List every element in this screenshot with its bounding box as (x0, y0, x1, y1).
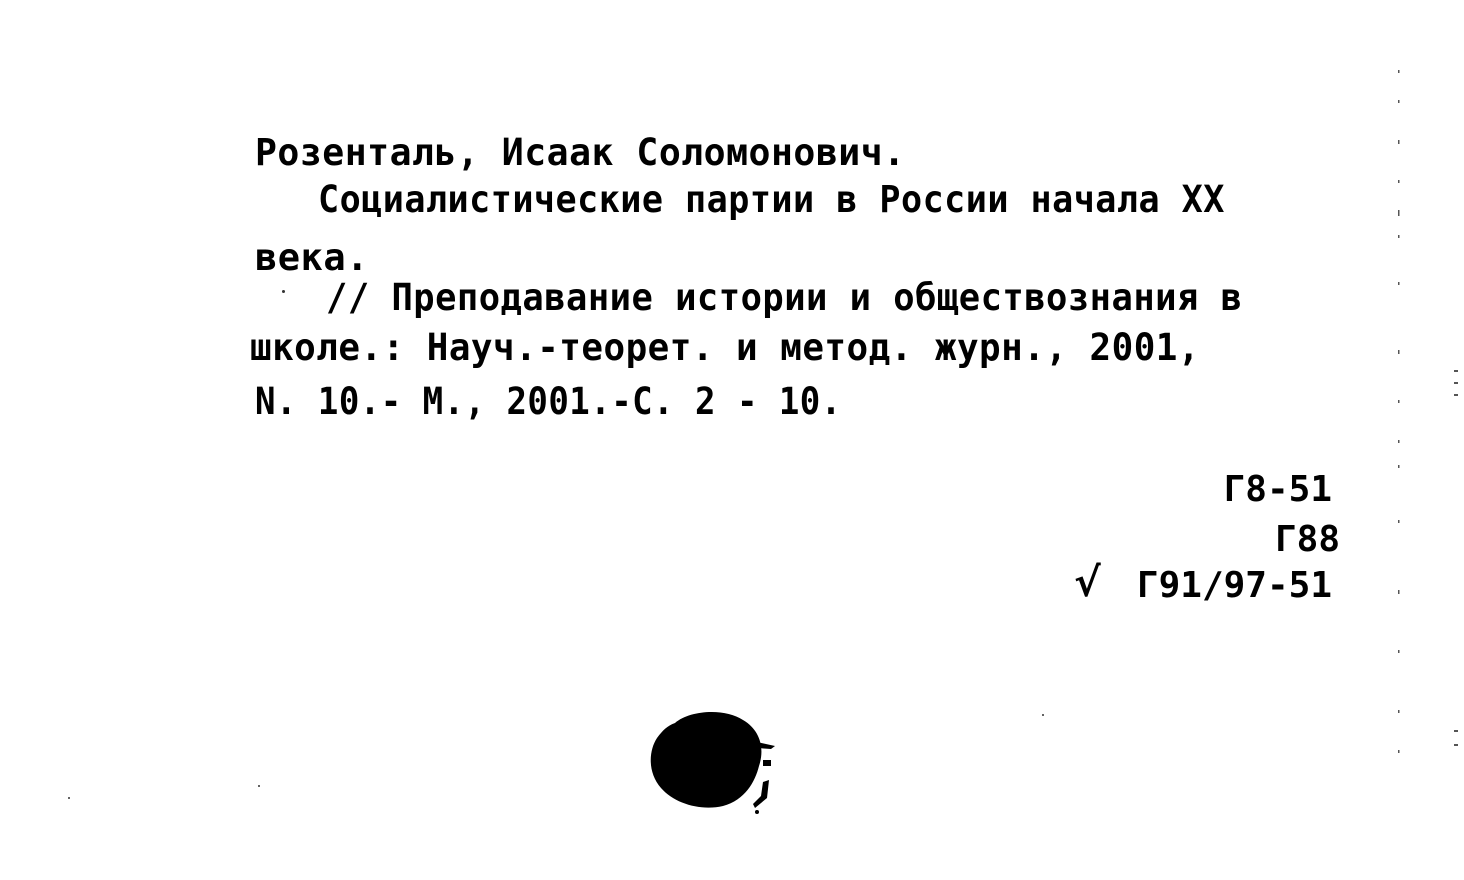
check-mark-icon: √ (1074, 560, 1101, 606)
title-line-1: Социалистические партии в России начала XX (318, 178, 1225, 221)
speck (258, 785, 260, 787)
source-line-1: // Преподавание истории и обществознания в (326, 276, 1243, 319)
speck (282, 290, 285, 293)
author-line: Розенталь, Исаак Соломонович. (255, 131, 906, 174)
source-line-2: школе.: Науч.-теорет. и метод. журн., 2001, (250, 326, 1200, 369)
shelf-code-1: Г8-51 (1223, 469, 1332, 510)
speck (68, 797, 70, 799)
speck (1042, 714, 1044, 716)
title-line-2: века. (255, 236, 369, 279)
shelf-code-2: Г88 (1274, 519, 1340, 560)
source-line-3: N. 10.- М., 2001.-С. 2 - 10. (255, 380, 842, 423)
right-edge-marks (1452, 370, 1460, 770)
card-edge-dots (1396, 70, 1402, 770)
shelf-code-3: Г91/97-51 (1136, 565, 1332, 606)
ink-blot (645, 708, 780, 818)
